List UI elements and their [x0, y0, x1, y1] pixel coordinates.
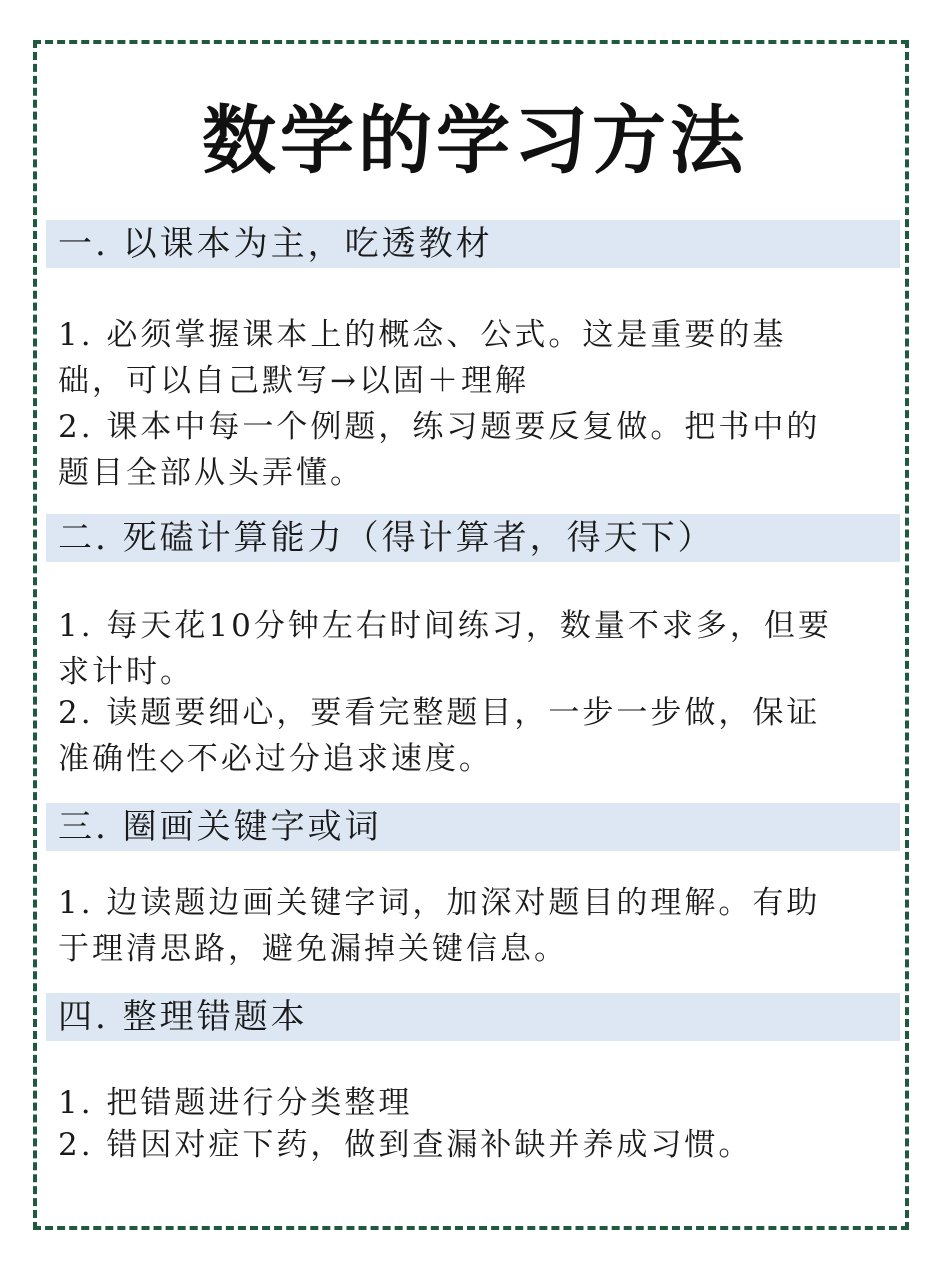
- section-header-4: 四. 整理错题本: [46, 993, 900, 1041]
- section-2-item-1: 1. 每天花10分钟左右时间练习，数量不求多，但要求计时。: [58, 608, 832, 690]
- section-2-item-2: 2. 读题要细心，要看完整题目，一步一步做，保证准确性◇不必过分追求速度。: [58, 695, 821, 777]
- section-4-item-1: 1. 把错题进行分类整理: [58, 1085, 413, 1121]
- section-header-3: 三. 圈画关键字或词: [46, 803, 900, 851]
- section-1-item-2: 2. 课本中每一个例题，练习题要反复做。把书中的题目全部从头弄懂。: [58, 409, 821, 491]
- section-3-item-1: 1. 边读题边画关键字词，加深对题目的理解。有助于理清思路，避免漏掉关键信息。: [58, 885, 821, 967]
- page-title: 数学的学习方法: [202, 98, 748, 184]
- section-header-1: 一. 以课本为主，吃透教材: [46, 220, 900, 268]
- section-header-2: 二. 死磕计算能力（得计算者，得天下）: [46, 514, 900, 562]
- section-4-item-2: 2. 错因对症下药，做到查漏补缺并养成习惯。: [58, 1127, 753, 1163]
- section-1-item-1: 1. 必须掌握课本上的概念、公式。这是重要的基础，可以自己默写→以固＋理解: [58, 317, 787, 399]
